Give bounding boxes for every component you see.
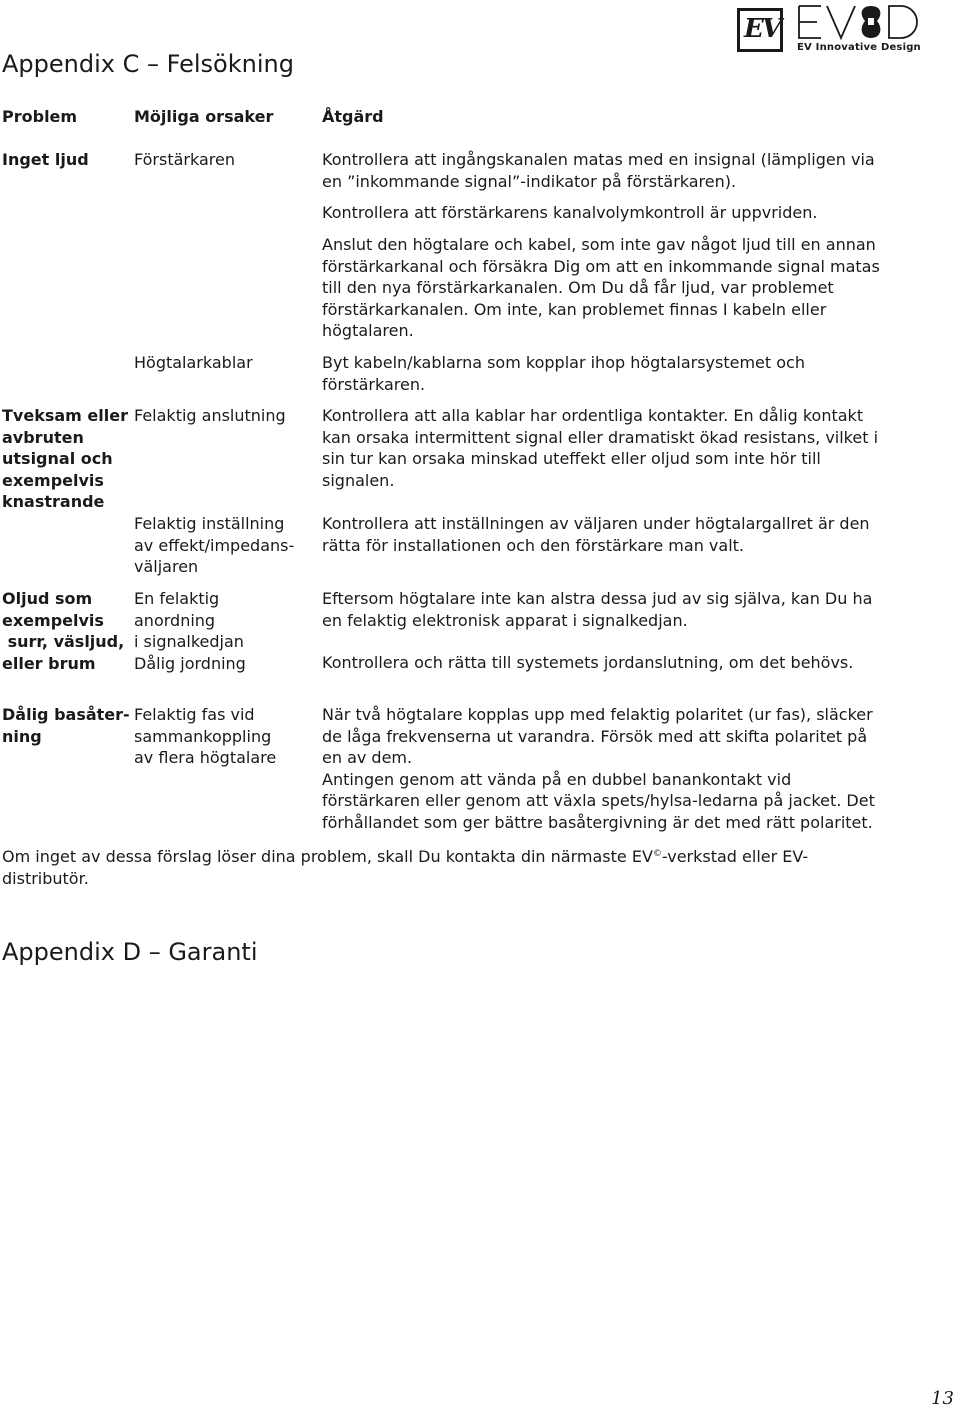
row-action [322, 588, 922, 631]
cause-line: Dålig jordning [134, 653, 246, 673]
ev-logo [737, 8, 783, 52]
row-cause [134, 149, 314, 171]
problem-line: knastrande [2, 492, 105, 511]
row-cause [134, 588, 314, 674]
problem-line: utsignal och [2, 449, 113, 468]
row-action [322, 149, 922, 192]
action-line: en av dem. [322, 748, 413, 767]
action-line: Byt kabeln/kablarna som kopplar ihop högtalarsystemet och [322, 353, 805, 372]
action-line: förstärkaren. [322, 374, 426, 394]
action-line: kan orsaka intermittent signal eller dramatiskt ökad resistans, vilket i [322, 427, 879, 447]
problem-line: Oljud som [2, 589, 93, 608]
cause-line: Felaktig inställning [134, 514, 285, 533]
column-header-causes: Möjliga orsaker [134, 107, 274, 126]
contact-note-text: -verkstad eller EV- [661, 847, 809, 866]
action-line: till den nya förstärkarkanalen. Om Du då får ljud, var problemet [322, 278, 834, 297]
row-cause [134, 405, 314, 427]
problem-line: exempelvis [2, 610, 104, 630]
row-cause [134, 513, 314, 578]
action-line: Kontrollera att ingångskanalen matas med en insignal (lämpligen via [322, 150, 875, 169]
row-action [322, 513, 922, 556]
action-line: Kontrollera att förstärkarens kanalvolymkontroll är uppvriden. [322, 203, 818, 222]
cause-line: Förstärkaren [134, 150, 235, 169]
cause-line: Högtalarkablar [134, 353, 253, 372]
contact-note-line: distributör. [2, 868, 89, 888]
action-line: sin tur kan orsaka minskad uteffekt eller oljud som inte hör till [322, 449, 821, 468]
row-problem [2, 704, 130, 747]
row-problem [2, 149, 126, 171]
row-action [322, 405, 922, 491]
problem-line: Inget ljud [2, 150, 89, 169]
action-line: Anslut den högtalare och kabel, som inte gav något ljud till en annan [322, 235, 876, 254]
action-line: Antingen genom att vända på en dubbel banankontakt vid [322, 769, 792, 789]
action-line: signalen. [322, 470, 395, 490]
row-cause [134, 704, 314, 769]
contact-note-text: Om inget av dessa förslag löser dina problem, skall Du kontakta din närmaste EV [2, 847, 653, 866]
problem-line: eller brum [2, 653, 96, 673]
column-header-action: Åtgärd [322, 107, 384, 126]
action-line: en felaktig elektronisk apparat i signalkedjan. [322, 610, 688, 630]
row-action [322, 234, 922, 342]
action-line: Kontrollera att inställningen av väljaren under högtalargallret är den [322, 514, 870, 533]
action-line: förstärkaren eller genom att växla spets/hylsa-ledarna på jacket. Det [322, 791, 875, 810]
problem-line: avbruten [2, 427, 84, 447]
cause-line: Felaktig fas vid [134, 705, 255, 724]
cause-line: väljaren [134, 557, 199, 576]
problem-line: ning [2, 726, 42, 746]
row-problem [2, 588, 126, 674]
cause-line: anordning [134, 610, 216, 630]
problem-line: exempelvis [2, 470, 104, 490]
action-line: förstärkarkanalen. Om inte, kan problemet finnas I kabeln eller [322, 299, 827, 319]
action-line: rätta för installationen och den förstärkare man valt. [322, 535, 744, 555]
logo-tagline: EV Innovative Design [797, 42, 921, 53]
ev-logo-text: EV [744, 14, 780, 44]
action-line: de låga frekvenserna ut varandra. Försök med att skifta polaritet på [322, 726, 868, 746]
appendix-d-title: Appendix D – Garanti [2, 938, 258, 966]
action-line: högtalaren. [322, 321, 414, 340]
copyright-mark: © [652, 849, 662, 859]
problem-line: Tveksam eller [2, 406, 128, 425]
column-header-problem: Problem [2, 107, 78, 126]
row-action [322, 652, 922, 674]
problem-line: surr, väsljud, [2, 632, 125, 651]
page-number: 13 [931, 1388, 954, 1409]
row-problem [2, 405, 126, 513]
action-line: en ”inkommande signal”-indikator på förstärkaren). [322, 171, 737, 191]
action-line: förhållandet som ger bättre basåtergivning är det med rätt polaritet. [322, 812, 873, 832]
action-line: När två högtalare kopplas upp med felaktig polaritet (ur fas), släcker [322, 705, 873, 724]
action-line: Eftersom högtalare inte kan alstra dessa jud av sig själva, kan Du ha [322, 589, 873, 608]
row-action [322, 704, 922, 833]
contact-note-line [2, 844, 942, 868]
cause-line: sammankoppling [134, 726, 272, 746]
cause-line: av flera högtalare [134, 748, 277, 767]
cause-line: av effekt/impedans- [134, 535, 295, 555]
contact-note [2, 844, 942, 889]
row-cause [134, 352, 314, 374]
action-line: Kontrollera och rätta till systemets jordanslutning, om det behövs. [322, 653, 854, 672]
evid-logo [797, 4, 921, 40]
cause-line: Felaktig anslutning [134, 406, 286, 425]
cause-line: En felaktig [134, 589, 220, 608]
problem-line: Dålig basåter- [2, 705, 130, 724]
appendix-c-title: Appendix C – Felsökning [2, 50, 294, 78]
action-line: Kontrollera att alla kablar har ordentliga kontakter. En dålig kontakt [322, 406, 864, 425]
cause-line: i signalkedjan [134, 632, 244, 651]
action-line: förstärkarkanal och försäkra Dig om att en inkommande signal matas [322, 256, 880, 276]
row-action [322, 202, 922, 224]
row-action [322, 352, 922, 395]
